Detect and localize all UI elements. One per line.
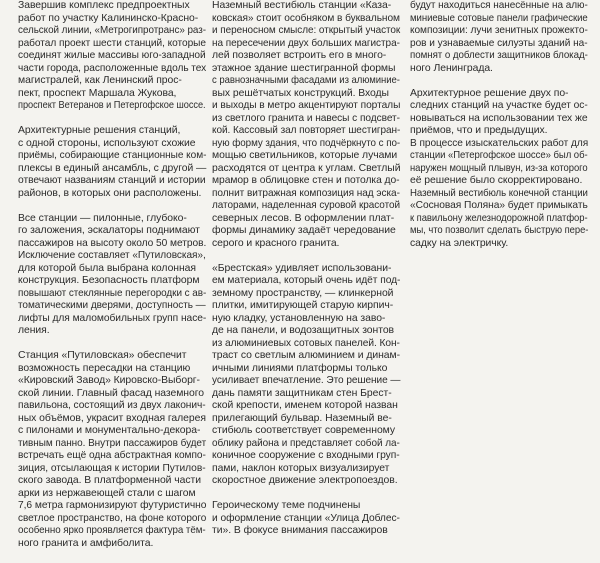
- text-line: повышают стеклянные перегородки с ав-: [18, 287, 207, 299]
- text-line: «Сосновая Поляна» будет примыкать: [410, 200, 588, 211]
- text-line: светлое пространство, на фоне которого: [18, 512, 207, 524]
- text-line: мы, что позволит сделать быструю пере-: [410, 225, 589, 236]
- text-line: с одной стороны, используют схожие: [18, 137, 196, 149]
- text-line: работал проект шести станций, которые: [18, 37, 206, 49]
- text-column-1: [18, 0, 206, 563]
- text-line: усиливает впечатление. Это решение —: [212, 375, 401, 386]
- text-line: плитки, имитирующей старую кирпич-: [212, 300, 394, 311]
- text-line: скоростное движение электропоездов.: [212, 475, 398, 486]
- text-line: павильона, состоящий из двух лаконич-: [18, 400, 206, 411]
- text-line: садку на электричку.: [410, 237, 509, 249]
- text-column-2: [212, 0, 400, 550]
- paragraph: [18, 350, 206, 550]
- text-line: де на панели, и водозащитных зонтов: [212, 325, 395, 336]
- text-line: районов, в которых они расположены.: [18, 187, 202, 199]
- text-line: ров и узнаваемые силуэты зданий на-: [410, 37, 588, 49]
- text-line: станции «Петергофское шоссе» был об-: [410, 150, 588, 161]
- text-line: Наземный вестибюль конечной станции: [410, 187, 588, 199]
- text-line: зиция, отсылающая к истории Путилов-: [18, 462, 206, 474]
- text-line: В процессе изыскательских работ для: [410, 137, 589, 149]
- text-line: прилегающий бульвар. Наземный ве-: [212, 412, 392, 424]
- text-line: ской линии. Главный фасад наземного: [18, 387, 204, 399]
- text-line: ного гранита и амфиболита.: [18, 537, 154, 549]
- text-line: отвечают названиям станций и истории: [18, 175, 206, 186]
- text-line: миниевые сотовые панели графические: [410, 12, 588, 24]
- text-line: из светлого гранита и навесы с подсвет-: [212, 112, 400, 124]
- text-line: Героическому теме подчинены: [212, 500, 361, 511]
- text-line: северных лесов. В оформлении плат-: [212, 212, 395, 224]
- paragraph: [18, 125, 206, 200]
- text-line: лей позволяет встроить его в много-: [212, 50, 387, 61]
- text-line: и переносном смысле: открытый участок: [212, 25, 401, 36]
- text-line: для которой была выбрана колонная: [18, 262, 196, 274]
- text-line: тивным панно. Внутри пассажиров будет: [18, 437, 207, 449]
- text-line: ного Ленинграда.: [410, 62, 493, 74]
- text-line: го заложения, эскалаторы поднимают: [18, 225, 200, 236]
- text-line: серого и красного гранита.: [212, 237, 340, 249]
- text-line: на пересечении двух больших магистра-: [212, 37, 400, 49]
- text-line: будут находиться нанесённые на алю-: [410, 0, 588, 11]
- text-line: кой. Кассовый зал повторяет шестигран-: [212, 125, 401, 136]
- text-line: ской крепости, именем которой назван: [212, 400, 398, 411]
- text-line: арки из нержавеющей стали с шагом: [18, 487, 196, 499]
- text-line: конструкция. Безопасность платформ: [18, 275, 200, 286]
- text-line: Все станции — пилонные, глубоко-: [18, 212, 187, 224]
- text-line: ную форму здания, что подчёркнуто с по-: [212, 137, 401, 149]
- text-line: ных объёмов, украсит входная галерея: [18, 412, 206, 424]
- paragraph: [410, 88, 588, 251]
- text-line: к павильону железнодорожной платфор-: [410, 212, 588, 224]
- text-line: Наземный вестибюль станции «Каза-: [212, 0, 392, 11]
- text-line: сельской линии, «Метрогипротранс» раз-: [18, 25, 206, 36]
- text-line: 7,6 метра гармонизируют футуристично: [18, 500, 207, 511]
- text-line: Исключение составляет «Путиловская»,: [18, 250, 206, 261]
- text-line: из алюминиевых сотовых панелей. Кон-: [212, 337, 400, 349]
- text-line: и выходы в метро акцентируют порталы: [212, 100, 401, 111]
- text-line: коничное сооружение с входными груп-: [212, 450, 400, 461]
- text-line: ичными линиями платформы только: [212, 362, 388, 374]
- text-line: ления.: [18, 325, 50, 336]
- text-line: соединят жилые массивы юго-западной: [18, 50, 206, 61]
- text-line: пект, проспект Маршала Жукова,: [18, 87, 177, 99]
- text-line: с равнозначными фасадами из алюминие-: [212, 75, 400, 86]
- text-line: наружен мощный плывун, из-за которого: [410, 162, 588, 174]
- paragraph: [18, 0, 206, 113]
- text-line: облику района и представляет собой ла-: [212, 437, 400, 449]
- paragraph: [410, 0, 588, 75]
- text-line: дань памяти защитникам стен Брест-: [212, 387, 392, 399]
- text-column-3: [410, 0, 588, 263]
- text-line: работ по участку Калининско-Красно-: [18, 12, 199, 24]
- text-line: композиции: лучи зенитных прожекто-: [410, 25, 588, 36]
- paragraph: [212, 0, 400, 250]
- text-line: стибюль соответствует современному: [212, 425, 396, 436]
- text-line: «Кировский Завод» Кировско-Выборг-: [18, 375, 200, 386]
- text-line: расходятся от центра к углам. Светлый: [212, 162, 401, 174]
- text-line: земному пространству, — клинкерной: [212, 287, 394, 299]
- text-line: ем материала, который очень идёт под-: [212, 275, 401, 286]
- text-line: пами, наклон которых визуализирует: [212, 462, 390, 474]
- text-line: траст со светлым алюминием и динам-: [212, 350, 401, 361]
- text-line: Станция «Путиловская» обеспечит: [18, 350, 187, 361]
- text-line: ную кладку, установленную на заво-: [212, 312, 386, 324]
- text-line: помнят о доблести защитников блокад-: [410, 50, 588, 61]
- text-line: проспект Ветеранов и Петергофское шоссе.: [18, 100, 206, 111]
- text-line: мощью светильников, которые лучами: [212, 150, 398, 161]
- text-line: с пилонами и монументально-декора-: [18, 425, 201, 436]
- text-line: части города, расположенные вдоль тех: [18, 62, 207, 74]
- text-line: Завершив комплекс предпроектных: [18, 0, 190, 11]
- text-line: томатическими дверями, доступность —: [18, 300, 206, 311]
- text-line: приёмы, собирающие станционные ком-: [18, 150, 207, 161]
- text-line: возможность пересадки на станцию: [18, 362, 191, 374]
- text-line: приёмов, что и предыдущих.: [410, 125, 548, 136]
- text-line: пассажиров на высоту около 50 метров.: [18, 237, 207, 249]
- text-line: мрамор в облицовке стен и потолка до-: [212, 175, 400, 186]
- text-line: и оформление станции «Улица Доблес-: [212, 512, 400, 524]
- text-line: следних станций на участке будет ос-: [410, 100, 588, 111]
- text-line: встречать ещё одна абстрактная компо-: [18, 450, 206, 461]
- text-line: этажное здание шестигранной формы: [212, 62, 396, 74]
- paragraph: [212, 500, 400, 538]
- paragraph: [18, 213, 206, 338]
- text-line: ковская» стоит особняком в буквальном: [212, 12, 400, 24]
- text-line: ского завода. В платформенной части: [18, 475, 201, 486]
- paragraph: [212, 263, 400, 488]
- text-line: «Брестская» удивляет использовани-: [212, 262, 392, 274]
- text-line: магистралей, как Ленинский прос-: [18, 75, 182, 86]
- text-line: Архитектурные решения станций,: [18, 125, 181, 136]
- text-line: ти». В фокусе внимания пассажиров: [212, 525, 388, 536]
- text-line: её решение было скорректировано.: [410, 175, 583, 186]
- text-line: полнит витражная композиция над эска-: [212, 187, 400, 199]
- text-line: формы динамику задаёт чередование: [212, 225, 396, 236]
- text-line: Архитектурное решение двух по-: [410, 87, 569, 99]
- text-line: лифты для маломобильных групп насе-: [18, 312, 207, 324]
- text-line: особенно ярко проявляется фактура тём-: [18, 525, 206, 536]
- text-line: плексы в единый ансамбль, с другой —: [18, 162, 207, 174]
- text-line: новываться на использовании тех же: [410, 112, 588, 124]
- text-line: латорами, наделенная суровой красотой: [212, 200, 400, 211]
- text-line: вых решётчатых конструкций. Входы: [212, 87, 389, 99]
